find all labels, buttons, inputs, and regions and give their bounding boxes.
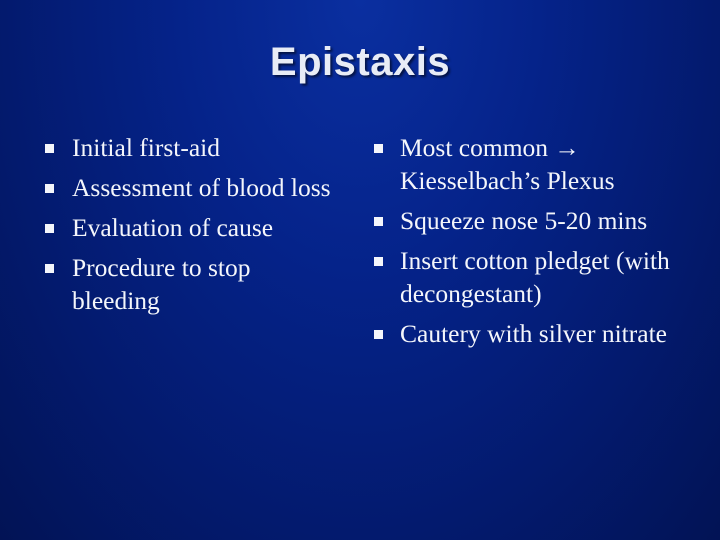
square-bullet-icon xyxy=(374,257,383,266)
bullet-item xyxy=(43,211,333,244)
bullet-item xyxy=(372,317,692,350)
bullet-item xyxy=(43,171,333,204)
bullet-text: Initial first-aid xyxy=(72,133,220,162)
bullet-item xyxy=(372,131,692,197)
bullet-item xyxy=(372,204,692,237)
slide-title: Epistaxis xyxy=(269,40,451,84)
bullet-item xyxy=(43,251,333,317)
square-bullet-icon xyxy=(45,184,54,193)
square-bullet-icon xyxy=(45,144,54,153)
left-bullet-list xyxy=(43,131,333,324)
bullet-text: Procedure to stop bleeding xyxy=(72,253,251,315)
bullet-item xyxy=(372,244,692,310)
right-bullet-list xyxy=(372,131,692,357)
bullet-text: Assessment of blood loss xyxy=(72,173,331,202)
bullet-text: Evaluation of cause xyxy=(72,213,274,242)
square-bullet-icon xyxy=(374,217,383,226)
bullet-text: Squeeze nose 5-20 mins xyxy=(400,206,648,235)
square-bullet-icon xyxy=(45,264,54,273)
bullet-item xyxy=(43,131,333,164)
bullet-text: Most common → Kiesselbach’s Plexus xyxy=(400,133,615,195)
square-bullet-icon xyxy=(45,224,54,233)
bullet-text: Cautery with silver nitrate xyxy=(400,319,667,348)
square-bullet-icon xyxy=(374,330,383,339)
square-bullet-icon xyxy=(374,144,383,153)
bullet-text: Insert cotton pledget (with decongestant) xyxy=(400,246,670,308)
